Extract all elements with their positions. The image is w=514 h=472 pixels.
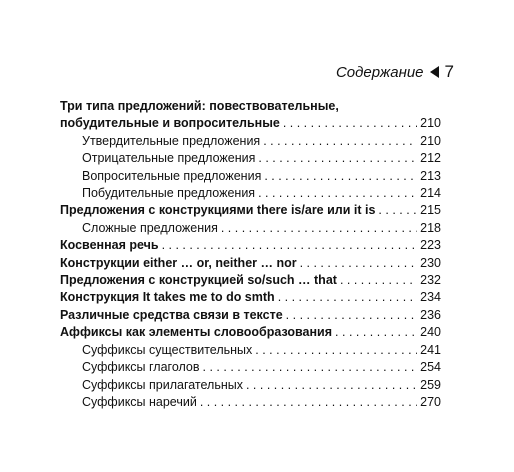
toc-page-number: 218 <box>420 220 441 235</box>
toc-entry <box>60 289 441 306</box>
toc-subentry-label: Сложные предложения <box>82 220 218 235</box>
toc-page-number: 270 <box>420 394 441 409</box>
toc-entry <box>60 202 441 219</box>
leader-dots <box>286 307 417 324</box>
toc-entry-label: Конструкции either … or, neither … nor <box>60 255 297 270</box>
toc-entry <box>60 255 441 272</box>
toc-page-number: 259 <box>420 377 441 392</box>
triangle-left-icon <box>430 66 439 78</box>
toc-page-number: 234 <box>420 290 441 305</box>
toc-entry-label: Предложения с конструкциями there is/are или it is <box>60 203 376 218</box>
toc-subentry-label: Отрицательные предложения <box>82 151 256 166</box>
toc-entry <box>60 98 441 133</box>
toc-page-number: 210 <box>420 116 441 131</box>
toc-subentry <box>60 220 441 237</box>
toc-subentry-label: Суффиксы существительных <box>82 342 253 357</box>
toc-entry <box>60 307 441 324</box>
toc-subentry <box>60 133 441 150</box>
toc-page-number: 236 <box>420 307 441 322</box>
toc-page-number: 232 <box>420 273 441 288</box>
toc-subentry-label: Утвердительные предложения <box>82 133 261 148</box>
toc-page-number: 241 <box>420 342 441 357</box>
leader-dots <box>264 168 417 185</box>
toc-subentry-label: Суффиксы прилагательных <box>82 377 243 392</box>
toc-subentry <box>60 359 441 376</box>
toc-entry <box>60 237 441 254</box>
toc-subentry-label: Побудительные предложения <box>82 186 256 201</box>
toc-subentry <box>60 150 441 167</box>
leader-dots <box>335 324 417 341</box>
toc-subentry <box>60 377 441 394</box>
leader-dots <box>340 272 417 289</box>
leader-dots <box>300 255 418 272</box>
leader-dots <box>378 202 417 219</box>
toc-subentry <box>60 394 441 411</box>
leader-dots <box>221 220 417 237</box>
toc-page-number: 240 <box>420 325 441 340</box>
toc-subentry-label: Вопросительные предложения <box>82 168 262 183</box>
leader-dots <box>200 394 417 411</box>
toc-entry <box>60 272 441 289</box>
toc-subentry <box>60 168 441 185</box>
leader-dots <box>278 289 417 306</box>
leader-dots <box>258 150 417 167</box>
leader-dots <box>203 359 418 376</box>
toc-page-number: 223 <box>420 238 441 253</box>
leader-dots <box>283 115 417 132</box>
toc-page-number: 210 <box>420 133 441 148</box>
toc-entry-label-line1: Три типа предложений: повествовательные, <box>60 99 339 113</box>
leader-dots <box>246 377 417 394</box>
toc-subentry <box>60 185 441 202</box>
toc-entry-label: Различные средства связи в тексте <box>60 307 283 322</box>
toc-entry-label: Конструкция It takes me to do smth <box>60 290 275 305</box>
toc-page-number: 254 <box>420 360 441 375</box>
toc-page-number: 215 <box>420 203 441 218</box>
toc-page-number: 212 <box>420 151 441 166</box>
table-of-contents <box>60 98 441 411</box>
toc-entry-label: Аффиксы как элементы словообразования <box>60 325 333 340</box>
toc-entry <box>60 324 441 341</box>
section-title: Содержание <box>335 63 424 81</box>
toc-page-number: 230 <box>420 255 441 270</box>
toc-subentry-label: Суффиксы наречий <box>82 394 197 409</box>
running-header <box>336 62 454 82</box>
leader-dots <box>263 133 417 150</box>
leader-dots <box>258 185 417 202</box>
toc-entry-label: Предложения с конструкцией so/such … that <box>60 273 337 288</box>
toc-subentry-label: Суффиксы глаголов <box>82 360 200 375</box>
page-number: 7 <box>444 62 454 81</box>
toc-page-number: 213 <box>420 168 441 183</box>
toc-subentry <box>60 342 441 359</box>
toc-page-number: 214 <box>420 186 441 201</box>
leader-dots <box>162 237 418 254</box>
toc-entry-label: Косвенная речь <box>60 238 159 253</box>
toc-entry-label-line2: побудительные и вопросительные <box>60 116 280 131</box>
leader-dots <box>255 342 417 359</box>
